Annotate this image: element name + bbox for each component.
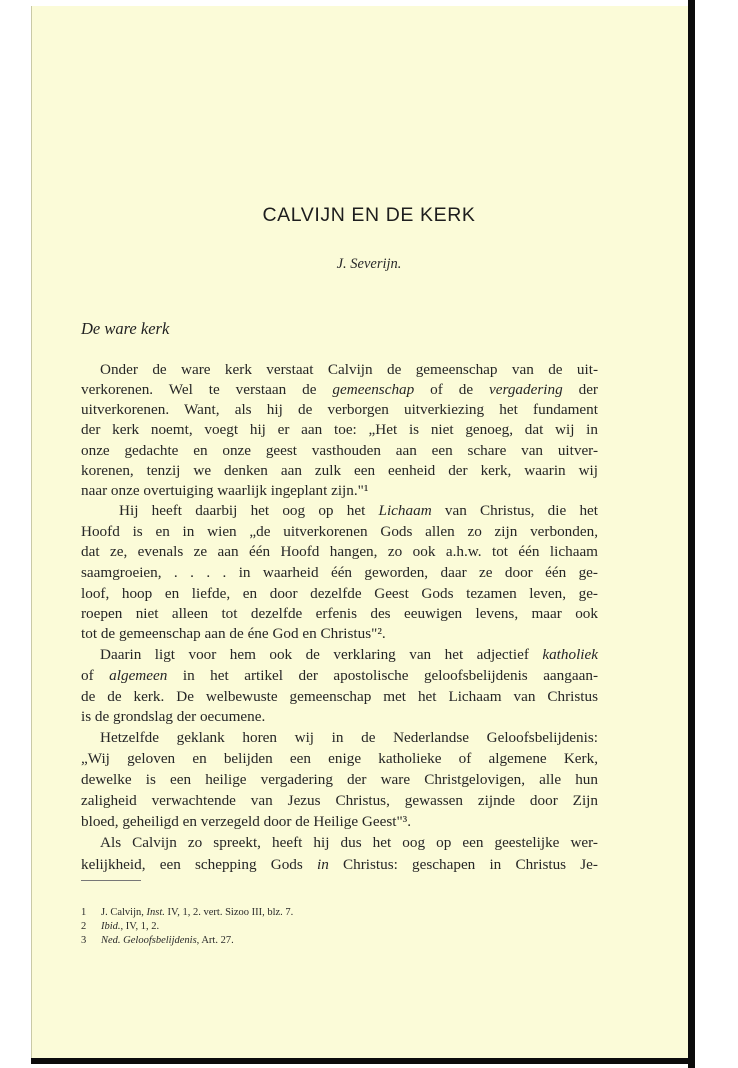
body-line	[81, 666, 598, 686]
footnote-number: 1	[81, 907, 87, 918]
footnote	[81, 907, 293, 918]
body-line	[100, 728, 598, 748]
text-run: van Christus, die het	[431, 502, 598, 519]
body-line	[100, 833, 598, 853]
body-line	[81, 770, 598, 790]
text-run: de de kerk. De welbewuste gemeenschap met het Lichaam van Christus	[81, 688, 598, 705]
text-run: Hij heeft daarbij het oog op het	[119, 502, 379, 519]
body-line	[81, 791, 598, 811]
body-line	[81, 812, 598, 832]
footnote	[81, 935, 234, 946]
body-line	[81, 420, 598, 440]
article-title: CALVIJN EN DE KERK	[262, 204, 476, 226]
text-run: Christus: geschapen in Christus Je-	[328, 856, 598, 873]
text-run: dewelke is een heilige vergadering der ware Christgelovigen, alle hun	[81, 771, 598, 788]
section-heading: De ware kerk	[81, 319, 170, 338]
text-run: korenen, tenzij we denken aan zulk een eenheid der kerk, waarin wij	[81, 462, 598, 479]
author-name: J. Severijn.	[336, 256, 402, 272]
body-line	[81, 624, 598, 644]
emphasis-text: katholiek	[542, 646, 598, 663]
text-run: naar onze overtuiging waarlijk ingeplant zijn."¹	[81, 482, 369, 499]
text-run: der	[562, 381, 598, 398]
scan-edge-right	[688, 0, 695, 1068]
body-line	[81, 400, 598, 420]
emphasis-text: in	[316, 856, 329, 873]
body-line	[81, 461, 598, 481]
text-run: zaligheid verwachtende van Jezus Christus, gewassen zijnde door Zijn	[81, 792, 598, 809]
emphasis-text: Ned. Geloofsbelijdenis	[101, 935, 197, 946]
body-line	[81, 522, 598, 542]
text-run: onze gedachte en onze geest vasthouden aan een schare van uitver-	[81, 442, 598, 459]
body-line	[81, 707, 598, 727]
body-line	[81, 563, 598, 583]
text-run: Als Calvijn zo spreekt, heeft hij dus het oog op een geestelijke wer-	[100, 834, 598, 851]
body-line	[100, 645, 598, 665]
body-line	[81, 441, 598, 461]
text-run: roepen niet alleen tot dezelfde erfenis des eeuwigen levens, maar ook	[81, 605, 598, 622]
emphasis-text: gemeenschap	[332, 381, 415, 398]
text-run: uitverkorenen. Want, als hij de verborgen uitverkiezing het fundament	[81, 401, 598, 418]
text-run: der kerk noemt, voegt hij er aan toe: „Het is niet genoeg, dat wij in	[81, 421, 598, 438]
emphasis-text: vergadering	[489, 381, 563, 398]
emphasis-text: Lichaam	[378, 502, 432, 519]
body-line	[81, 481, 598, 501]
text-run: is de grondslag der oecumene.	[81, 708, 266, 725]
text-run: „Wij geloven en belijden een enige katholieke of algemene Kerk,	[81, 750, 598, 767]
text-run: Daarin ligt voor hem ook de verklaring van het adjectief	[100, 646, 543, 663]
text-run: IV, 1, 2. vert. Sizoo III, blz. 7.	[164, 907, 294, 918]
footnote	[81, 921, 159, 932]
body-line	[81, 542, 598, 562]
footnote-separator	[81, 880, 141, 881]
body-line	[81, 604, 598, 624]
text-run: , IV, 1, 2.	[120, 921, 160, 932]
body-line	[81, 687, 598, 707]
text-run: kelijkheid, een schepping Gods	[81, 856, 317, 873]
emphasis-text: algemeen	[109, 667, 168, 684]
body-line	[81, 855, 598, 875]
emphasis-text: Inst.	[146, 907, 165, 918]
footnote-number: 2	[81, 921, 87, 932]
text-run: verkorenen. Wel te verstaan de	[81, 381, 333, 398]
text-run: Hetzelfde geklank horen wij in de Nederlandse Geloofsbelijdenis:	[100, 729, 598, 746]
body-line	[81, 584, 598, 604]
footnote-number: 3	[81, 935, 87, 946]
text-run: saamgroeien, . . . . in waarheid één geworden, daar ze door één ge-	[81, 564, 598, 581]
body-line	[100, 360, 598, 380]
emphasis-text: Ibid.	[101, 921, 121, 932]
text-run: in het artikel der apostolische geloofsbelijdenis aangaan-	[167, 667, 598, 684]
text-run: tot de gemeenschap aan de éne God en Christus"².	[81, 625, 386, 642]
text-run: Onder de ware kerk verstaat Calvijn de gemeenschap van de uit-	[100, 361, 598, 378]
text-run: bloed, geheiligd en verzegeld door de Heilige Geest"³.	[81, 813, 411, 830]
text-run: Hoofd is en in wien „de uitverkorenen Gods allen zo zijn verbonden,	[81, 523, 598, 540]
body-line	[81, 380, 598, 400]
body-line	[81, 749, 598, 769]
text-run: dat ze, evenals ze aan één Hoofd hangen, zo ook a.h.w. tot één lichaam	[81, 543, 598, 560]
text-run: of	[81, 667, 110, 684]
text-run: J. Calvijn,	[101, 907, 147, 918]
body-line	[119, 501, 598, 521]
text-run: , Art. 27.	[196, 935, 234, 946]
text-run: of de	[414, 381, 489, 398]
text-run: loof, hoop en liefde, en door dezelfde Geest Gods tezamen leven, ge-	[81, 585, 598, 602]
scan-edge-bottom	[31, 1058, 695, 1064]
